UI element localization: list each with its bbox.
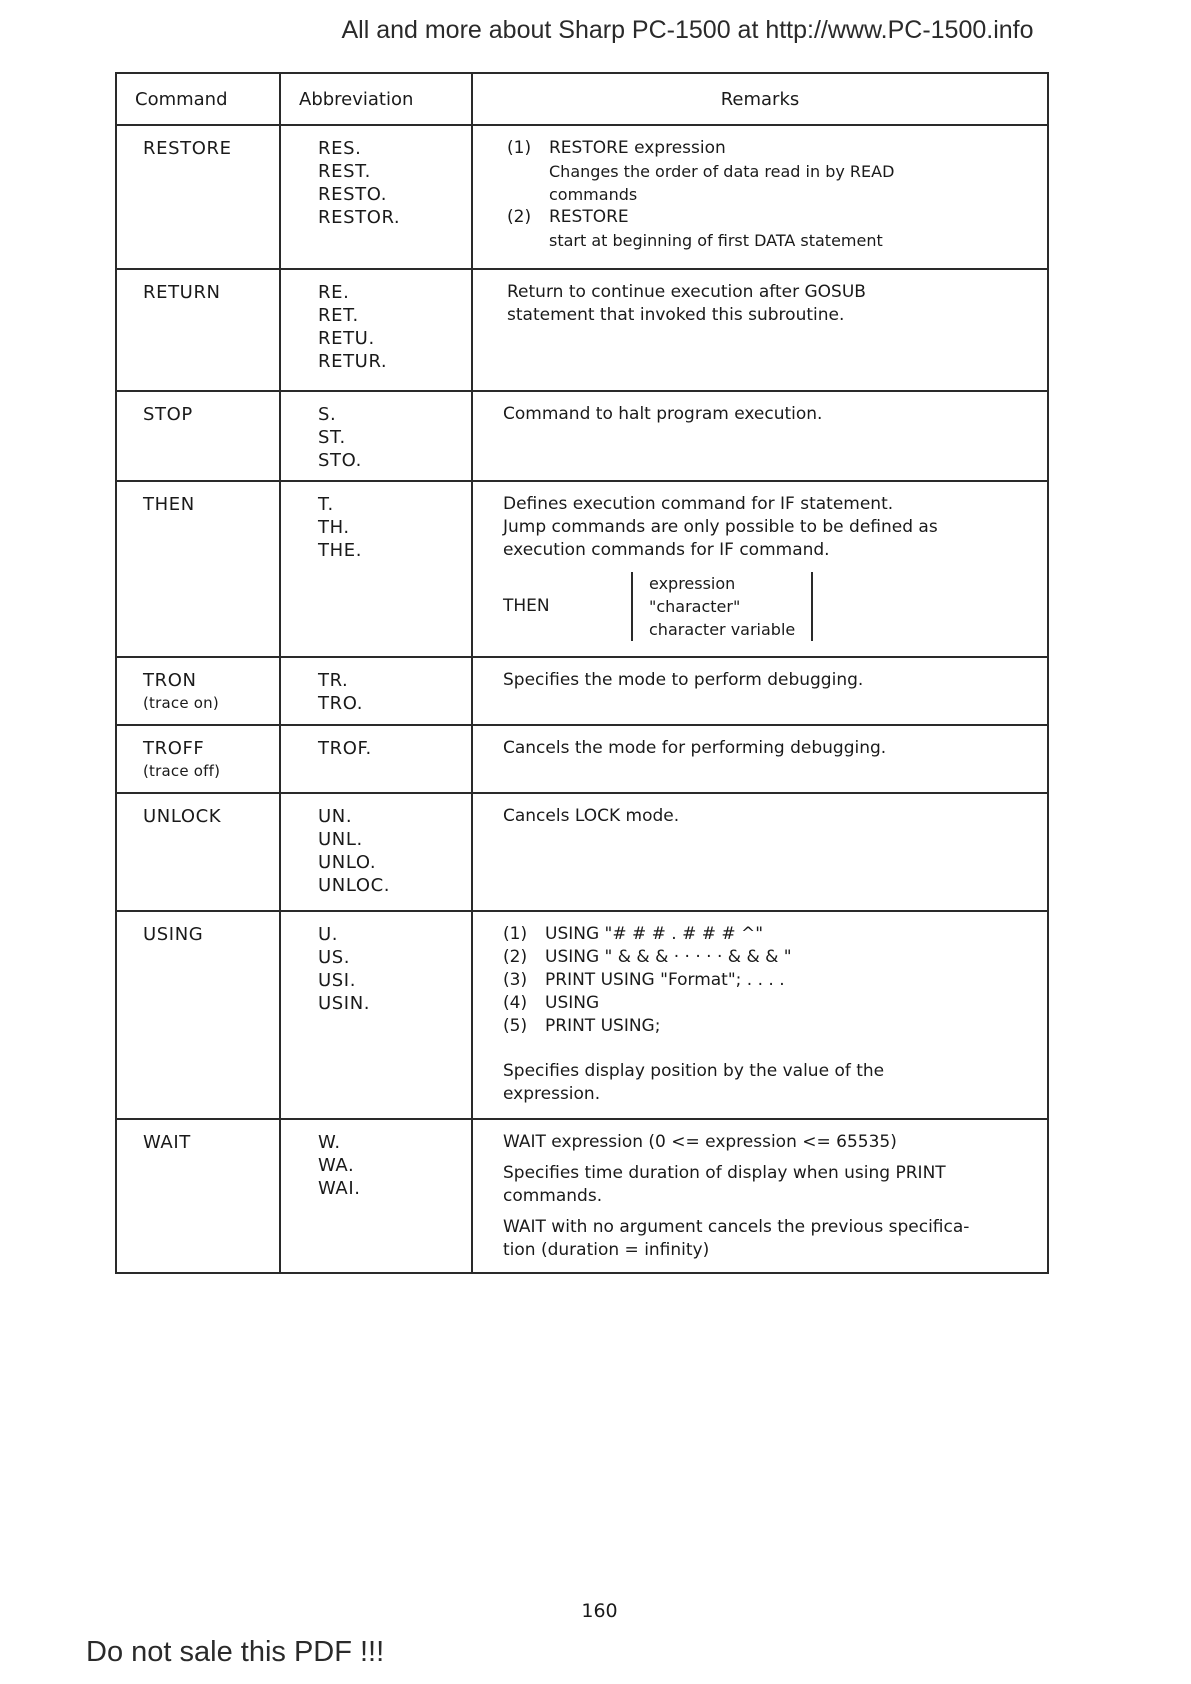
then-syntax	[503, 572, 1027, 641]
command-note: (trace off)	[143, 762, 221, 780]
abbreviation: UNL.	[318, 829, 363, 850]
item-text: USING "# # # . # # # ^"	[545, 924, 764, 944]
table-row	[116, 725, 1048, 793]
table-row	[116, 911, 1048, 1119]
remark-line: statement that invoked this subroutine.	[507, 305, 845, 325]
remark-line: execution commands for IF command.	[503, 540, 830, 560]
abbreviation-cell	[280, 125, 472, 269]
item-text: RESTORE expression	[549, 138, 726, 158]
remark-line: Cancels LOCK mode.	[503, 806, 680, 826]
using-item	[503, 992, 1027, 1015]
using-item	[503, 969, 1027, 992]
command-cell: THEN	[116, 481, 280, 657]
remark-line: Specifies display position by the value of the	[503, 1061, 885, 1081]
item-text: USING " & & & · · · · · & & & "	[545, 947, 792, 967]
abbreviation: UN.	[318, 806, 353, 827]
syntax-option: expression	[649, 574, 736, 593]
table-row	[116, 481, 1048, 657]
abbreviation: U.	[318, 924, 339, 945]
page-number	[0, 1600, 1191, 1622]
item-text: PRINT USING "Format"; . . . .	[545, 970, 785, 990]
command-name: TRON	[143, 670, 197, 691]
abbreviation: THE.	[318, 540, 363, 561]
syntax-option: "character"	[649, 597, 741, 616]
command-cell: RESTORE	[116, 125, 280, 269]
abbreviation: USI.	[318, 970, 357, 991]
remark-line: Return to continue execution after GOSUB	[507, 282, 866, 302]
item-text: PRINT USING;	[545, 1016, 661, 1036]
page-number-text: 160	[581, 1600, 618, 1622]
command-cell: RETURN	[116, 269, 280, 391]
abbreviation-cell	[280, 391, 472, 481]
remark-line: WAIT with no argument cancels the previous specifica-	[503, 1217, 970, 1237]
remarks-cell	[472, 391, 1048, 481]
abbreviation: RESTO.	[318, 184, 388, 205]
remarks-cell	[472, 793, 1048, 911]
command-cell: STOP	[116, 391, 280, 481]
item-text: RESTORE	[549, 207, 629, 227]
table-row	[116, 391, 1048, 481]
remark-line: tion (duration = infinity)	[503, 1240, 710, 1260]
abbreviation: RETU.	[318, 328, 375, 349]
abbreviation-cell	[280, 1119, 472, 1273]
item-subtext: commands	[549, 185, 638, 204]
column-header-remarks: Remarks	[472, 73, 1048, 125]
remarks-cell	[472, 1119, 1048, 1273]
command-cell: USING	[116, 911, 280, 1119]
abbreviation: US.	[318, 947, 351, 968]
remarks-cell	[472, 725, 1048, 793]
abbreviation: TROF.	[318, 738, 372, 759]
remark-line: Defines execution command for IF statement.	[503, 494, 894, 514]
command-note: (trace on)	[143, 694, 219, 712]
table-row	[116, 269, 1048, 391]
item-number: (2)	[507, 207, 532, 227]
using-item	[503, 1015, 1027, 1038]
item-text: USING	[545, 993, 600, 1013]
remarks-cell	[472, 269, 1048, 391]
remark-line: Jump commands are only possible to be defined as	[503, 517, 938, 537]
table-header-row	[116, 73, 1048, 125]
remarks-cell	[472, 657, 1048, 725]
remark-line: Command to halt program execution.	[503, 404, 823, 424]
abbreviation: TH.	[318, 517, 350, 538]
page-header	[0, 16, 1191, 45]
abbreviation-cell	[280, 481, 472, 657]
item-subtext: start at beginning of first DATA statement	[549, 231, 883, 250]
abbreviation: RETUR.	[318, 351, 388, 372]
table-row	[116, 793, 1048, 911]
table-row	[116, 125, 1048, 269]
command-cell: UNLOCK	[116, 793, 280, 911]
item-number: (3)	[503, 970, 528, 990]
abbreviation: W.	[318, 1132, 341, 1153]
abbreviation-cell	[280, 725, 472, 793]
command-table	[115, 72, 1049, 1274]
header-text: All and more about Sharp PC-1500 at http://www.PC-1500.info	[341, 16, 1034, 44]
abbreviation: WAI.	[318, 1178, 361, 1199]
abbreviation: TR.	[318, 670, 349, 691]
item-number: (5)	[503, 1016, 528, 1036]
item-number: (2)	[503, 947, 528, 967]
item-number: (4)	[503, 993, 528, 1013]
abbreviation: RET.	[318, 305, 359, 326]
abbreviation: RES.	[318, 138, 362, 159]
syntax-options	[631, 572, 813, 641]
column-header-abbreviation: Abbreviation	[280, 73, 472, 125]
abbreviation-cell	[280, 269, 472, 391]
remarks-cell	[472, 481, 1048, 657]
remarks-cell	[472, 125, 1048, 269]
abbreviation: UNLO.	[318, 852, 377, 873]
remark-item	[507, 137, 1027, 160]
table-row	[116, 1119, 1048, 1273]
abbreviation-cell	[280, 657, 472, 725]
remark-line: Specifies time duration of display when using PRINT	[503, 1163, 946, 1183]
remark-line: Specifies the mode to perform debugging.	[503, 670, 864, 690]
syntax-option: character variable	[649, 620, 796, 639]
remark-item	[507, 206, 1027, 229]
abbreviation: USIN.	[318, 993, 371, 1014]
using-item	[503, 923, 1027, 946]
abbreviation: TRO.	[318, 693, 364, 714]
table-row	[116, 657, 1048, 725]
command-name: TROFF	[143, 738, 205, 759]
abbreviation: RE.	[318, 282, 350, 303]
remark-line: WAIT expression (0 <= expression <= 65535)	[503, 1132, 897, 1152]
abbreviation: STO.	[318, 450, 362, 471]
command-cell	[116, 725, 280, 793]
item-subtext: Changes the order of data read in by READ	[549, 162, 895, 181]
abbreviation: UNLOC.	[318, 875, 391, 896]
command-cell: WAIT	[116, 1119, 280, 1273]
abbreviation: ST.	[318, 427, 346, 448]
abbreviation: S.	[318, 404, 337, 425]
syntax-keyword: THEN	[503, 596, 550, 616]
item-number: (1)	[503, 924, 528, 944]
item-number: (1)	[507, 138, 532, 158]
command-cell	[116, 657, 280, 725]
remark-line: commands.	[503, 1186, 603, 1206]
abbreviation: RESTOR.	[318, 207, 401, 228]
remarks-cell	[472, 911, 1048, 1119]
abbreviation: T.	[318, 494, 334, 515]
using-item	[503, 946, 1027, 969]
abbreviation: REST.	[318, 161, 371, 182]
column-header-command: Command	[116, 73, 280, 125]
abbreviation: WA.	[318, 1155, 355, 1176]
abbreviation-cell	[280, 793, 472, 911]
footer-note: Do not sale this PDF !!!	[86, 1636, 385, 1668]
abbreviation-cell	[280, 911, 472, 1119]
remark-line: Cancels the mode for performing debugging.	[503, 738, 887, 758]
remark-line: expression.	[503, 1084, 601, 1104]
